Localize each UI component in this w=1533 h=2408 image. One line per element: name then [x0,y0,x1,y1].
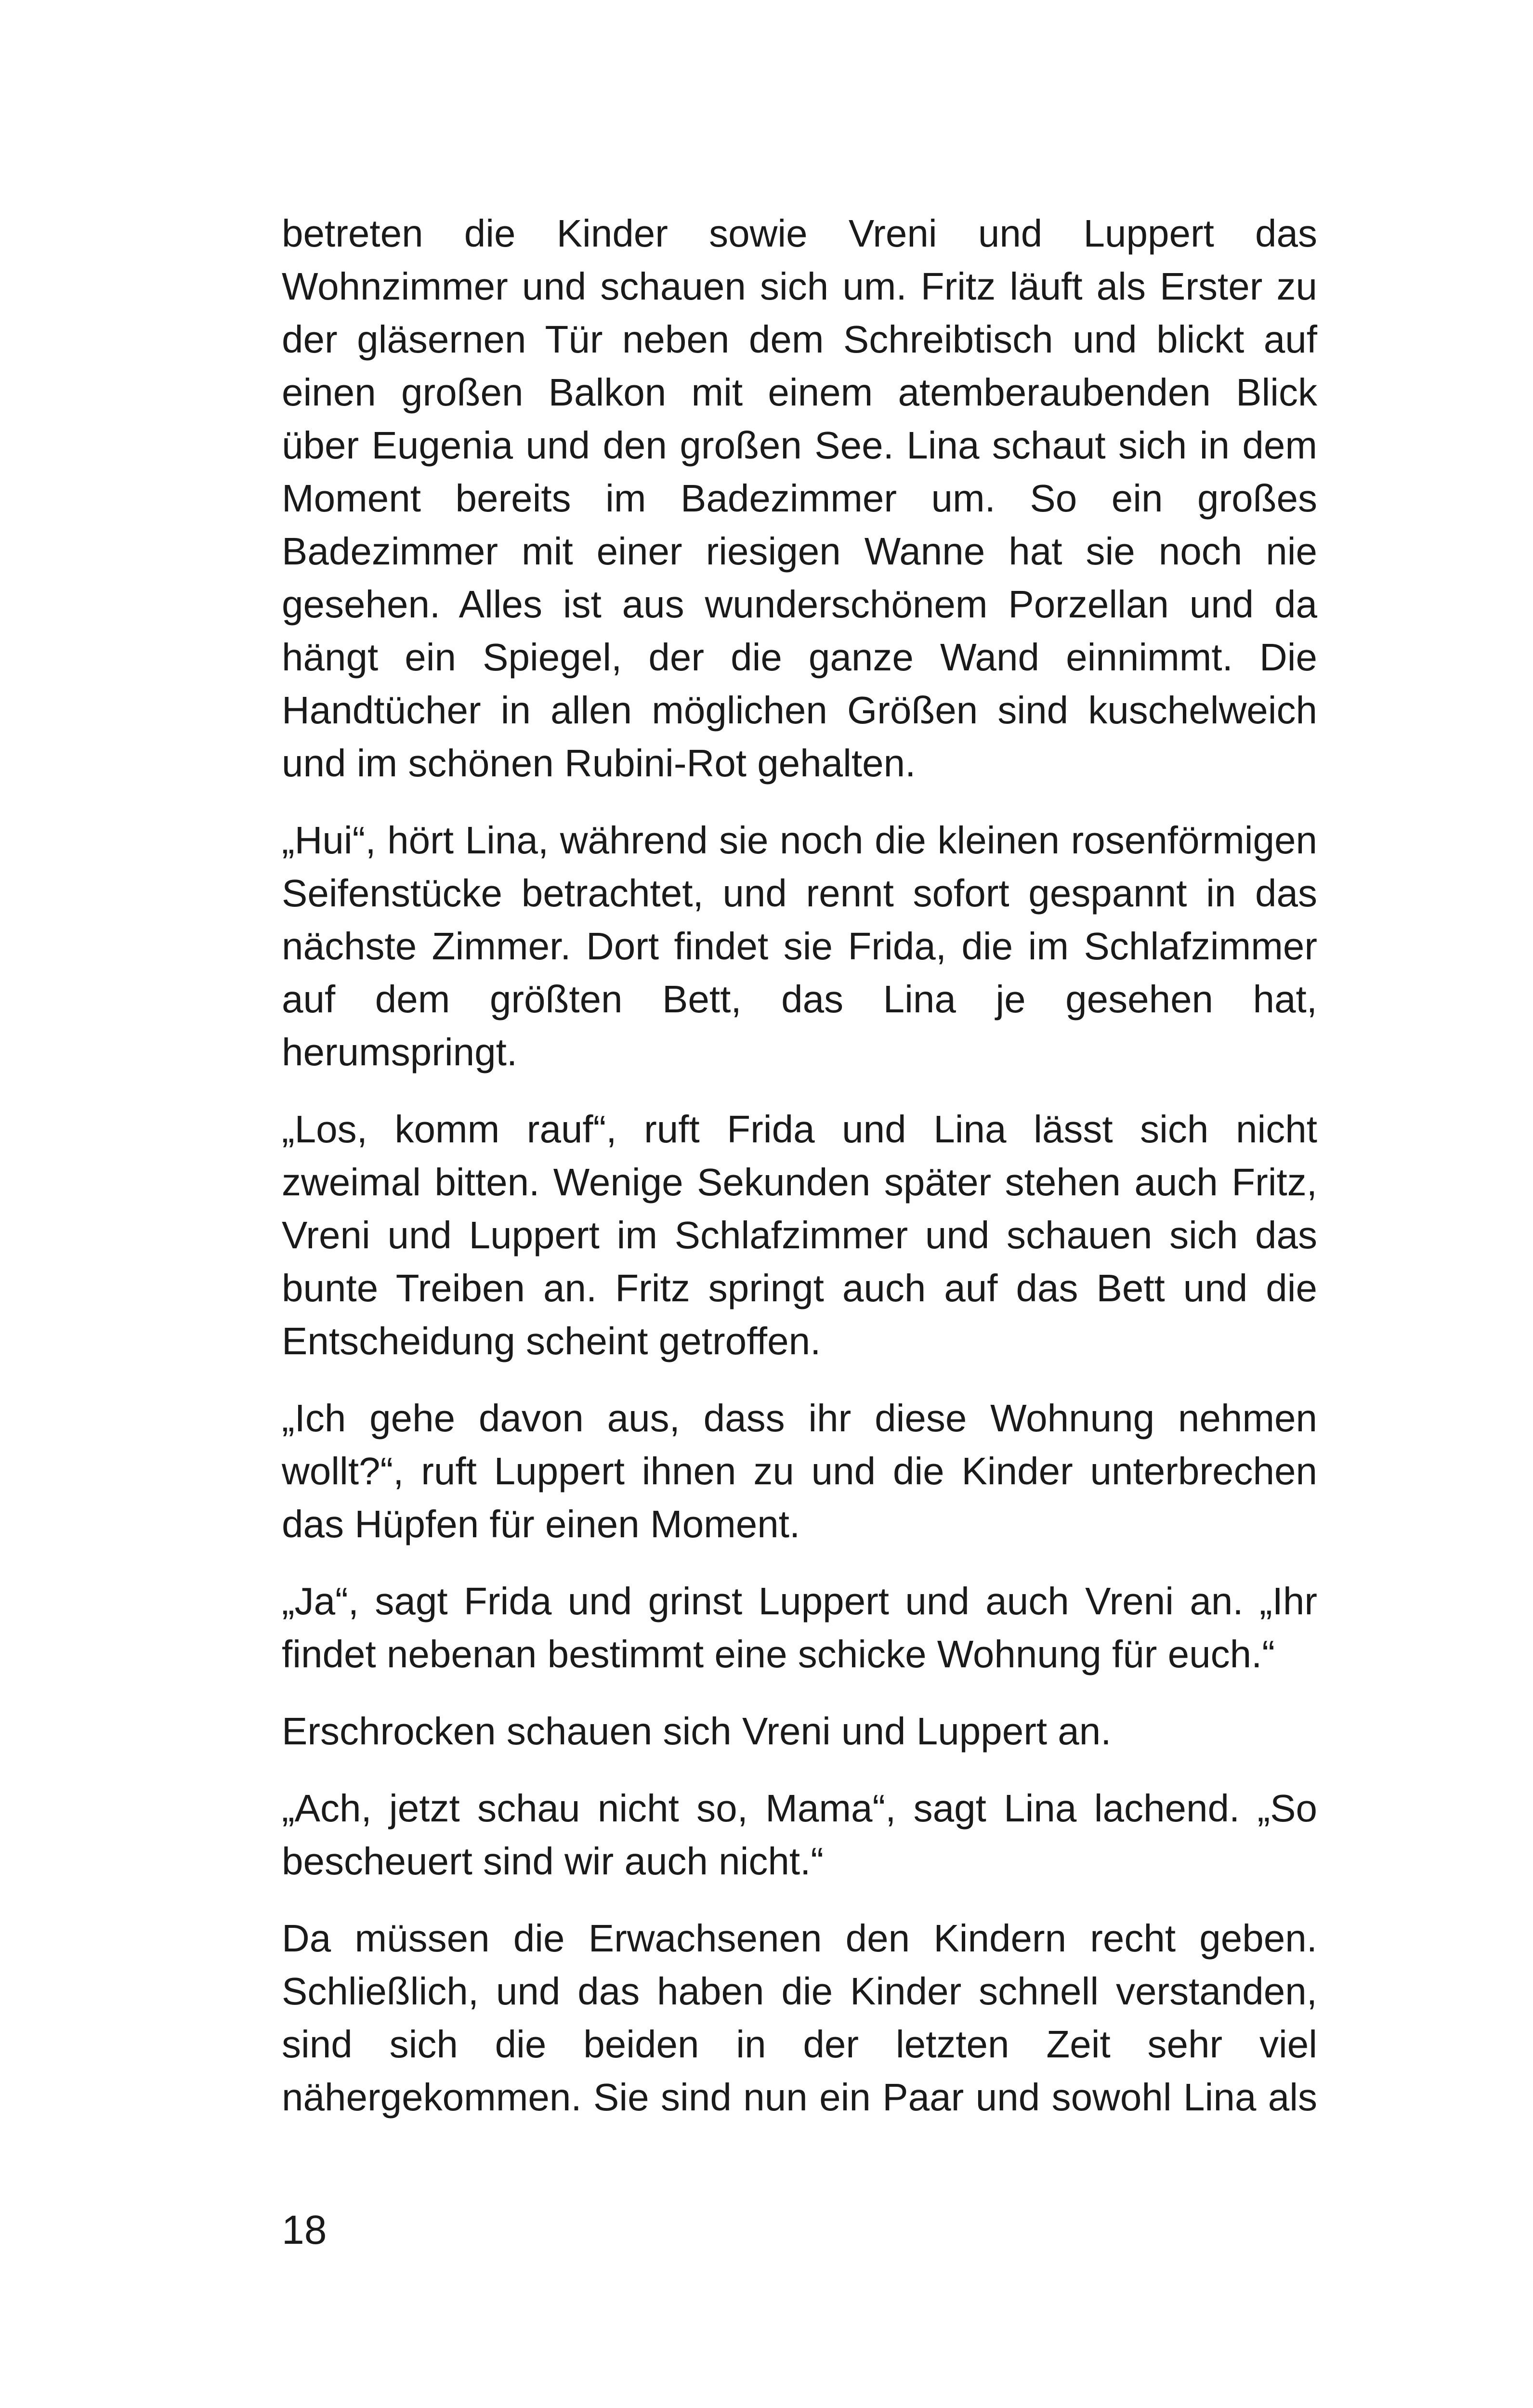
paragraph-2: „Hui“, hört Lina, während sie noch die kleinen rosenförmigen Seifenstücke betrachtet, und rennt sofort gespannt in das nächste Zimmer. Dort findet sie Frida, die im Schlafzimmer auf dem größten Bett, das Lina je gesehen hat, herumspringt. [282,819,1317,1073]
paragraph-3: „Los, komm rauf“, ruft Frida und Lina lässt sich nicht zweimal bitten. Wenige Sekunden später stehen auch Fritz, Vreni und Luppert im Schlafzimmer und schauen sich das bunte Treiben an. Fritz springt auch auf das Bett und die Entscheidung scheint getroffen. [282,1108,1317,1362]
paragraph-4: „Ich gehe davon aus, dass ihr diese Wohnung nehmen wollt?“, ruft Luppert ihnen zu und die Kinder unterbrechen das Hüpfen für einen Moment. [282,1397,1317,1545]
paragraph-6: Erschrocken schauen sich Vreni und Luppert an. [282,1710,1112,1753]
paragraph-5: „Ja“, sagt Frida und grinst Luppert und auch Vreni an. „Ihr findet nebenan bestimmt eine schicke Wohnung für euch.“ [282,1580,1317,1675]
paragraph-1: betreten die Kinder sowie Vreni und Luppert das Wohnzimmer und schauen sich um. Fritz läuft als Erster zu der gläsernen Tür neben dem Schreibtisch und blickt auf einen großen Balkon mit einem atemberaubenden Blick über Eugenia und den großen See. Lina schaut sich in dem Moment bereits im Badezimmer um. So ein großes Badezimmer mit einer riesigen Wanne hat sie noch nie gesehen. Alles ist aus wunderschönem Porzellan und da hängt ein Spiegel, der die ganze Wand einnimmt. Die Handtücher in allen möglichen Größen sind kuschelweich und im schönen Rubini-Rot gehalten. [282,212,1317,785]
paragraph-7: „Ach, jetzt schau nicht so, Mama“, sagt Lina lachend. „So bescheuert sind wir auch nicht.“ [282,1787,1317,1883]
body-text [282,207,1317,2124]
page-number: 18 [282,2207,327,2252]
paragraph-8: Da müssen die Erwachsenen den Kindern recht geben. Schließlich, und das haben die Kinder schnell verstanden, sind sich die beiden in der letzten Zeit sehr viel nähergekommen. Sie sind nun ein Paar und sowohl Lina als [282,1917,1317,2119]
